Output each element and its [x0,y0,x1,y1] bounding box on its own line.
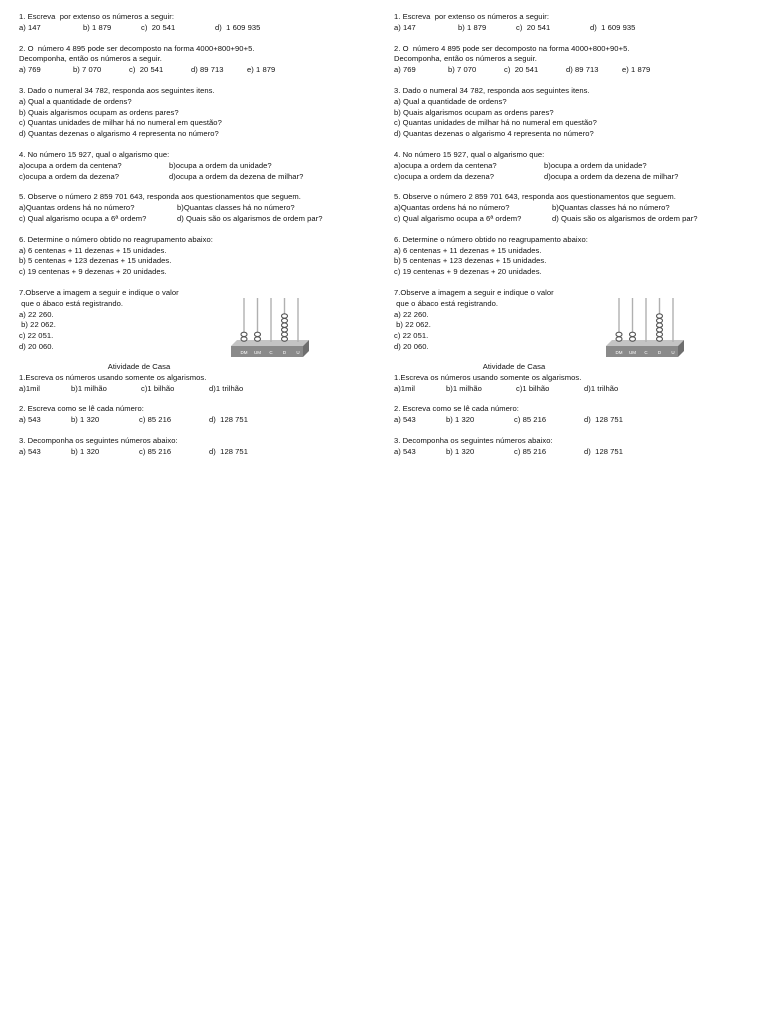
homework-2 [394,404,744,426]
question-7-line-2: que o ábaco está registrando. [394,298,499,308]
question-2-option-e: e) 1 879 [622,65,651,75]
question-5-item-b: b)Quantas classes há no número? [177,203,295,213]
abacus-bead [657,323,663,327]
question-3-item-c: c) Quantas unidades de milhar há no numeral em questão? [19,118,222,128]
question-7-option-b: b) 22 062. [394,320,431,330]
question-7-line-2: que o ábaco está registrando. [19,298,124,308]
question-2 [394,44,744,76]
homework-1-title: 1.Escreva os números usando somente os algarismos. [19,372,207,382]
question-4-item-a: a)ocupa a ordem da centena? [19,160,122,170]
abacus-label: U [671,349,675,355]
homework-3 [394,436,744,458]
question-2-line-1: 2. O número 4 895 pode ser decomposto na forma 4000+800+90+5. [394,43,630,53]
homework-3-option-d: d) 128 751 [584,446,623,456]
question-4-title: 4. No número 15 927, qual o algarismo que: [19,149,170,159]
question-4-item-c: c)ocupa a ordem da dezena? [19,171,120,181]
question-7-line-1: 7.Observe a imagem a seguir e indique o valor [394,287,554,297]
question-2-line-1: 2. O número 4 895 pode ser decomposto na forma 4000+800+90+5. [19,43,255,53]
abacus-label: C [269,349,273,355]
question-2 [19,44,369,76]
question-2-option-b: b) 7 070 [448,65,477,75]
abacus-bead [630,337,636,341]
question-4-item-b: b)ocupa a ordem da unidade? [544,160,647,170]
abacus-bead [657,332,663,336]
question-5-title: 5. Observe o número 2 859 701 643, responda aos questionamentos que seguem. [19,192,301,202]
abacus-image [602,296,684,360]
question-2-line-2: Decomponha, então os números a seguir. [394,54,537,64]
question-7-option-d: d) 20 060. [394,341,429,351]
homework-1-option-b: b)1 milhão [71,383,107,393]
homework-1-option-a: a)1mil [19,383,40,393]
question-5-item-a: a)Quantas ordens há no número? [394,203,510,213]
abacus-label: DM [240,349,248,355]
question-4 [394,150,744,182]
question-4-item-d: d)ocupa a ordem da dezena de milhar? [544,171,679,181]
question-5-item-a: a)Quantas ordens há no número? [19,203,135,213]
question-6-title: 6. Determine o número obtido no reagrupamento abaixo: [19,234,213,244]
question-5-item-c: c) Qual algarismo ocupa a 6ª ordem? [394,213,522,223]
question-4-item-c: c)ocupa a ordem da dezena? [394,171,495,181]
homework-2-title: 2. Escreva como se lê cada número: [19,404,144,414]
question-3 [394,86,744,140]
abacus-bead [282,314,288,318]
abacus-bead [241,337,247,341]
abacus-bead [657,337,663,341]
abacus-bead [657,314,663,318]
question-6-item-c: c) 19 centenas + 9 dezenas + 20 unidades. [394,267,542,277]
homework-3-title: 3. Decomponha os seguintes números abaixo: [394,435,553,445]
question-1-title: 1. Escreva por extenso os números a seguir: [19,12,174,21]
question-7-option-b: b) 22 062. [19,320,56,330]
abacus-bead [657,318,663,322]
homework-3-option-b: b) 1 320 [446,446,475,456]
homework-2-title: 2. Escreva como se lê cada número: [394,404,519,414]
question-1-option-b: b) 1 879 [83,22,112,32]
abacus-bead [282,318,288,322]
question-4-item-b: b)ocupa a ordem da unidade? [169,160,272,170]
question-3-title: 3. Dado o numeral 34 782, responda aos seguintes itens. [394,85,590,95]
homework-section [19,362,369,394]
question-2-option-d: d) 89 713 [566,65,599,75]
abacus-bead [630,332,636,336]
question-7-option-c: c) 22 051. [394,331,429,341]
abacus-bead [255,332,261,336]
homework-3-option-b: b) 1 320 [71,446,100,456]
question-5 [19,192,369,224]
question-7-option-a: a) 22 260. [394,309,429,319]
question-3 [19,86,369,140]
question-3-item-c: c) Quantas unidades de milhar há no numeral em questão? [394,118,597,128]
question-3-item-b: b) Quais algarismos ocupam as ordens pares? [19,107,179,117]
question-1-option-c: c) 20 541 [141,22,176,32]
question-2-line-2: Decomponha, então os números a seguir. [19,54,162,64]
homework-3-option-a: a) 543 [19,446,41,456]
question-3-item-d: d) Quantas dezenas o algarismo 4 representa no número? [19,129,219,139]
question-6-item-b: b) 5 centenas + 123 dezenas + 15 unidades. [394,256,547,266]
abacus-label: D [657,349,662,355]
question-2-option-b: b) 7 070 [73,65,102,75]
homework-1-option-d: d)1 trilhão [584,383,619,393]
homework-3-option-c: c) 85 216 [139,446,172,456]
question-5-item-d: d) Quais são os algarismos de ordem par? [552,213,698,223]
question-3-item-a: a) Qual a quantidade de ordens? [19,96,132,106]
question-7-line-1: 7.Observe a imagem a seguir e indique o valor [19,287,179,297]
question-6 [394,235,744,278]
abacus-label: UM [253,349,262,355]
homework-2-option-c: c) 85 216 [139,415,172,425]
homework-2-option-c: c) 85 216 [514,415,547,425]
question-1-option-d: d) 1 609 935 [590,22,636,32]
question-7-option-d: d) 20 060. [19,341,54,351]
abacus-image [227,296,309,360]
question-4-item-d: d)ocupa a ordem da dezena de milhar? [169,171,304,181]
abacus-bead [282,328,288,332]
question-7 [19,287,369,355]
question-1-option-d: d) 1 609 935 [215,22,261,32]
abacus-label: D [282,349,287,355]
question-6-item-c: c) 19 centenas + 9 dezenas + 20 unidades. [19,267,167,277]
question-2-option-c: c) 20 541 [129,65,164,75]
question-1 [394,12,744,34]
homework-2-option-a: a) 543 [394,415,416,425]
homework-1-option-c: c)1 bilhão [141,383,175,393]
abacus-label: DM [615,349,623,355]
homework-1-option-c: c)1 bilhão [516,383,550,393]
abacus-label: C [644,349,648,355]
abacus-bead [616,332,622,336]
question-2-option-e: e) 1 879 [247,65,276,75]
question-4-title: 4. No número 15 927, qual o algarismo que: [394,149,545,159]
homework-3-option-c: c) 85 216 [514,446,547,456]
homework-2-option-d: d) 128 751 [209,415,248,425]
question-5-item-b: b)Quantas classes há no número? [552,203,670,213]
question-2-option-a: a) 769 [19,65,41,75]
abacus-bead [241,332,247,336]
question-1 [19,12,369,34]
question-7 [394,287,744,355]
abacus-bead [282,337,288,341]
question-6-item-a: a) 6 centenas + 11 dezenas + 15 unidades. [394,245,542,255]
question-5-item-c: c) Qual algarismo ocupa a 6ª ordem? [19,213,147,223]
homework-2 [19,404,369,426]
question-6 [19,235,369,278]
homework-3-title: 3. Decomponha os seguintes números abaixo: [19,435,178,445]
worksheet-left [19,12,369,468]
question-1-option-b: b) 1 879 [458,22,487,32]
question-1-option-a: a) 147 [19,22,41,32]
homework-2-option-b: b) 1 320 [71,415,100,425]
question-6-item-a: a) 6 centenas + 11 dezenas + 15 unidades. [19,245,167,255]
question-6-item-b: b) 5 centenas + 123 dezenas + 15 unidades. [19,256,172,266]
question-6-title: 6. Determine o número obtido no reagrupamento abaixo: [394,234,588,244]
homework-2-option-a: a) 543 [19,415,41,425]
question-5-title: 5. Observe o número 2 859 701 643, responda aos questionamentos que seguem. [394,192,676,202]
homework-2-option-d: d) 128 751 [584,415,623,425]
homework-2-option-b: b) 1 320 [446,415,475,425]
worksheet-right [394,12,744,468]
question-2-option-c: c) 20 541 [504,65,539,75]
question-1-title: 1. Escreva por extenso os números a seguir: [394,12,549,21]
question-1-option-a: a) 147 [394,22,416,32]
homework-1-title: 1.Escreva os números usando somente os algarismos. [394,372,582,382]
abacus-label: UM [628,349,637,355]
abacus-bead [616,337,622,341]
abacus-bead [255,337,261,341]
abacus-bead [657,328,663,332]
abacus-label: U [296,349,300,355]
question-4-item-a: a)ocupa a ordem da centena? [394,160,497,170]
question-5 [394,192,744,224]
question-3-item-a: a) Qual a quantidade de ordens? [394,96,507,106]
abacus-bead [282,332,288,336]
homework-3-option-d: d) 128 751 [209,446,248,456]
question-7-option-c: c) 22 051. [19,331,54,341]
question-1-option-c: c) 20 541 [516,22,551,32]
homework-1-option-a: a)1mil [394,383,415,393]
homework-1-option-d: d)1 trilhão [209,383,244,393]
homework-1-option-b: b)1 milhão [446,383,482,393]
abacus-bead [282,323,288,327]
question-3-title: 3. Dado o numeral 34 782, responda aos seguintes itens. [19,85,215,95]
question-7-option-a: a) 22 260. [19,309,54,319]
homework-title: Atividade de Casa [107,361,171,371]
question-2-option-d: d) 89 713 [191,65,224,75]
question-3-item-b: b) Quais algarismos ocupam as ordens pares? [394,107,554,117]
question-3-item-d: d) Quantas dezenas o algarismo 4 representa no número? [394,129,594,139]
homework-3 [19,436,369,458]
homework-3-option-a: a) 543 [394,446,416,456]
question-2-option-a: a) 769 [394,65,416,75]
question-4 [19,150,369,182]
question-5-item-d: d) Quais são os algarismos de ordem par? [177,213,323,223]
homework-section [394,362,744,394]
homework-title: Atividade de Casa [482,361,546,371]
